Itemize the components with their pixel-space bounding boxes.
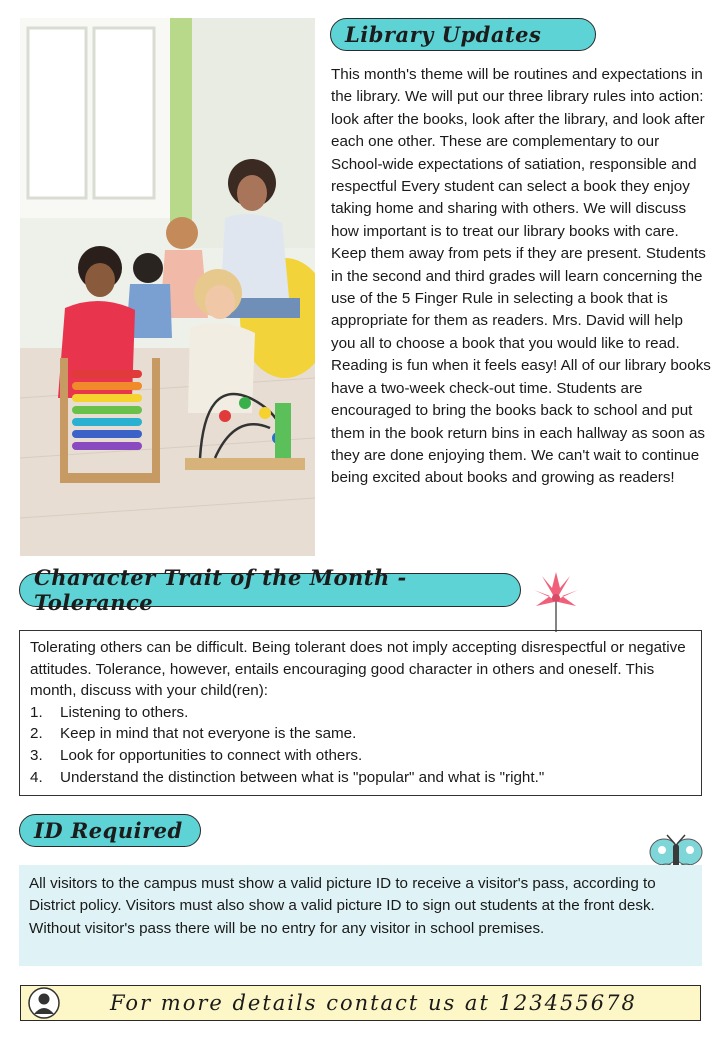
character-trait-intro: Tolerating others can be difficult. Being tolerant does not imply accepting disrespectful or negative attitudes. Tolerance, however, entails encouraging good character in others and oneself. This month, discuss with your child(ren): [30,639,686,700]
character-trait-heading: Character Trait of the Month - Tolerance [19,573,521,607]
id-required-box [19,865,702,966]
list-text: Keep in mind that not everyone is the same. [60,725,357,743]
list-number: 2. [30,725,43,743]
list-text: Listening to others. [60,703,189,721]
library-updates-text: This month's theme will be routines and expectations in the library. We will put our three library rules into action: look after the books, look after the library, and look after each one other. These are complementary to our School-wide expectations of satiation, responsible and respectful Every student can select a book they enjoy taking home and sharing with others. We will discuss how important is to treat our library books with care. Keep them away from pets if they are present. Students in the second and third grades will learn concerning the use of the 5 Finger Rule in selecting a book that is appropriate for them as readers. Mrs. David will help you all to choose a book that you would like to read. Reading is fun when it feels easy! All of our library books have a two-week check-out time. Students are encouraged to bring the books back to school and put them in the book return bins in each hallway as soon as they are done enjoying them. We can't wait to continue being excited about books and growing as readers! [331,66,711,487]
list-number: 4. [30,768,43,786]
person-icon [28,987,60,1019]
list-item [30,745,691,767]
character-trait-list [30,702,691,788]
list-item [30,767,691,789]
list-item [30,702,691,724]
list-number: 1. [30,703,43,721]
list-number: 3. [30,746,43,764]
list-text: Understand the distinction between what is "popular" and what is "right." [60,768,545,786]
id-required-heading: ID Required [19,814,201,847]
list-text: Look for opportunities to connect with others. [60,746,363,764]
contact-text: For more details contact us at 123455678 [110,991,637,1015]
flower-icon [532,570,580,632]
list-item [30,723,691,745]
classroom-photo [20,18,315,556]
character-trait-box [19,630,702,796]
library-updates-heading: Library Updates [330,18,596,51]
id-required-text: All visitors to the campus must show a valid picture ID to receive a visitor's pass, according to District policy. Visitors must also show a valid picture ID to sign out students at the front desk. Without visitor's pass there will be no entry for any visitor in school premises. [29,875,656,937]
